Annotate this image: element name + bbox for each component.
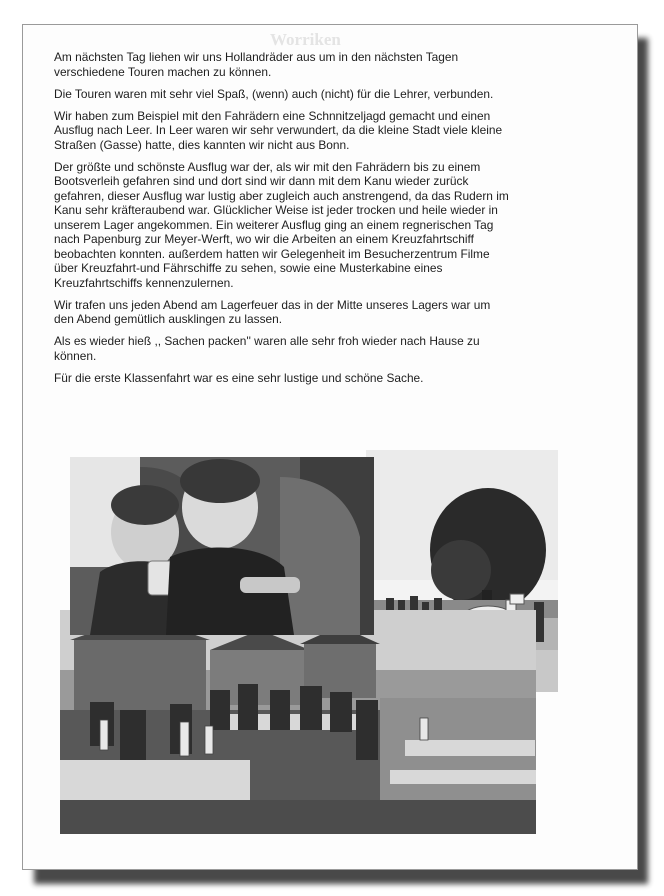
paragraph-5: Wir trafen uns jeden Abend am Lagerfeuer das in der Mitte unseres Lagers war um den Abend gemütlich ausklingen zu lassen.	[54, 297, 491, 326]
paragraph-3: Wir haben zum Beispiel mit den Fahrädern eine Schnnitzeljagd gemacht und einen Ausflug nach Leer. In Leer waren wir sehr verwundert, da die kleine Stadt viele kleine Straßen (Gasse) hatte, dies kannten wir nicht aus Bonn.	[54, 108, 503, 152]
paragraph-2: Die Touren waren mit sehr viel Spaß, (wenn) auch (nicht) für die Lehrer, verbunden.	[54, 86, 494, 101]
photo-campground	[60, 610, 536, 834]
body-text	[54, 50, 566, 393]
paragraph-1: Am nächsten Tag liehen wir uns Hollandräder aus um in den nächsten Tagen verschiedene Touren machen zu können.	[54, 50, 459, 79]
photo-bus-boys-image	[70, 457, 374, 635]
photo-campground-image	[60, 610, 536, 834]
paragraph-7: Für die erste Klassenfahrt war es eine sehr lustige und schöne Sache.	[54, 370, 424, 385]
bleed-through-heading: Worriken	[270, 30, 341, 48]
paragraph-4: Der größte und schönste Ausflug war der, als wir mit den Fahrädern bis zu einem Bootsverleih gefahren sind und dort sind wir dann mit dem Kanu wieder zurück gefahren, dieser Ausflug war lustig aber zugleich auch anstrengend, da das Rudern im Kanu sehr kräfteraubend war. Glücklicher Weise ist jeder trocken und heile wieder in unserem Lager angekommen. Ein weiterer Ausflug ging an einem regnerischen Tag nach Papenburg zur Meyer-Werft, wo wir die Arbeiten an einem Kreuzfahrtschiff beobachten konnten. außerdem hatten wir Gelegenheit im Besucherzentrum Filme über Kreuzfahrt-und Fährschiffe zu sehen, sowie eine Musterkabine eines Kreuzfahrtschiffs kennenzulernen.	[54, 159, 509, 290]
photo-bus-boys	[70, 457, 374, 635]
paragraph-6: Als es wieder hieß ,, Sachen packen'' waren alle sehr froh wieder nach Hause zu können.	[54, 334, 480, 363]
